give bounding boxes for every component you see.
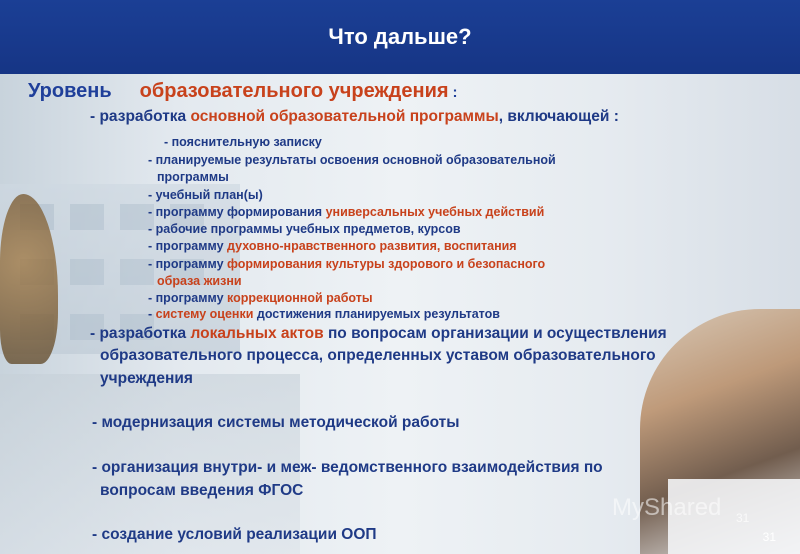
modernization-bullet: - модернизация системы методической работы: [92, 414, 460, 431]
list-item-text: - программу: [148, 239, 228, 253]
local-acts-bullet-line3: учреждения: [100, 370, 193, 387]
local-acts-bullet: [90, 325, 667, 343]
level-heading: [28, 80, 458, 103]
watermark-number: 31: [736, 511, 750, 525]
list-item: - планируемые результаты освоения основной образовательной: [148, 153, 556, 167]
list-item-continuation: образа жизни: [157, 274, 242, 288]
list-item-text: достижения планируемых результатов: [256, 307, 500, 321]
slide-text: [0, 74, 800, 554]
list-item: [148, 205, 544, 219]
list-item: - рабочие программы учебных предметов, курсов: [148, 222, 461, 236]
list-item-continuation: программы: [157, 170, 229, 184]
main-program-post: , включающей :: [498, 108, 619, 125]
bullet-highlight: локальных актов: [190, 325, 324, 342]
list-item: - учебный план(ы): [148, 188, 263, 202]
slide-content: [0, 74, 800, 554]
heading-emphasis: образовательного учреждения: [139, 80, 449, 102]
list-item: [148, 291, 373, 305]
list-item: - пояснительную записку: [164, 135, 322, 149]
list-item-text: - программу: [148, 291, 228, 305]
list-item-highlight: формирования культуры здорового и безопасного: [227, 257, 546, 271]
list-item-text: -: [148, 307, 156, 321]
heading-prefix: Уровень: [28, 80, 112, 102]
list-item-text: - программу: [148, 257, 228, 271]
organization-bullet: - организация внутри- и меж- ведомственного взаимодействия по: [92, 459, 603, 476]
main-program-red: основной образовательной программы: [190, 108, 499, 125]
list-item: [148, 239, 517, 253]
list-item-highlight: универсальных учебных действий: [325, 205, 545, 219]
slide-title: Что дальше?: [328, 24, 472, 49]
watermark-logo: MyShared: [612, 494, 722, 521]
conditions-bullet: - создание условий реализации ООП: [92, 526, 377, 543]
title-bar: [0, 0, 800, 74]
list-item-highlight: коррекционной работы: [227, 291, 373, 305]
main-program-pre: - разработка: [90, 108, 191, 125]
list-item: [148, 257, 545, 271]
main-program-line: [90, 108, 619, 126]
list-item: [148, 307, 500, 321]
bullet-text: по вопросам организации и осуществления: [323, 325, 667, 342]
heading-colon: :: [452, 84, 458, 101]
local-acts-bullet-line2: образовательного процесса, определенных уставом образовательного: [100, 347, 656, 364]
list-item-highlight: духовно-нравственного развития, воспитания: [227, 239, 517, 253]
list-item-highlight: систему оценки: [155, 307, 257, 321]
page-number: 31: [762, 530, 776, 544]
organization-bullet-line2: вопросам введения ФГОС: [100, 482, 304, 499]
list-item-text: - программу формирования: [148, 205, 326, 219]
bullet-text: - разработка: [90, 325, 191, 342]
